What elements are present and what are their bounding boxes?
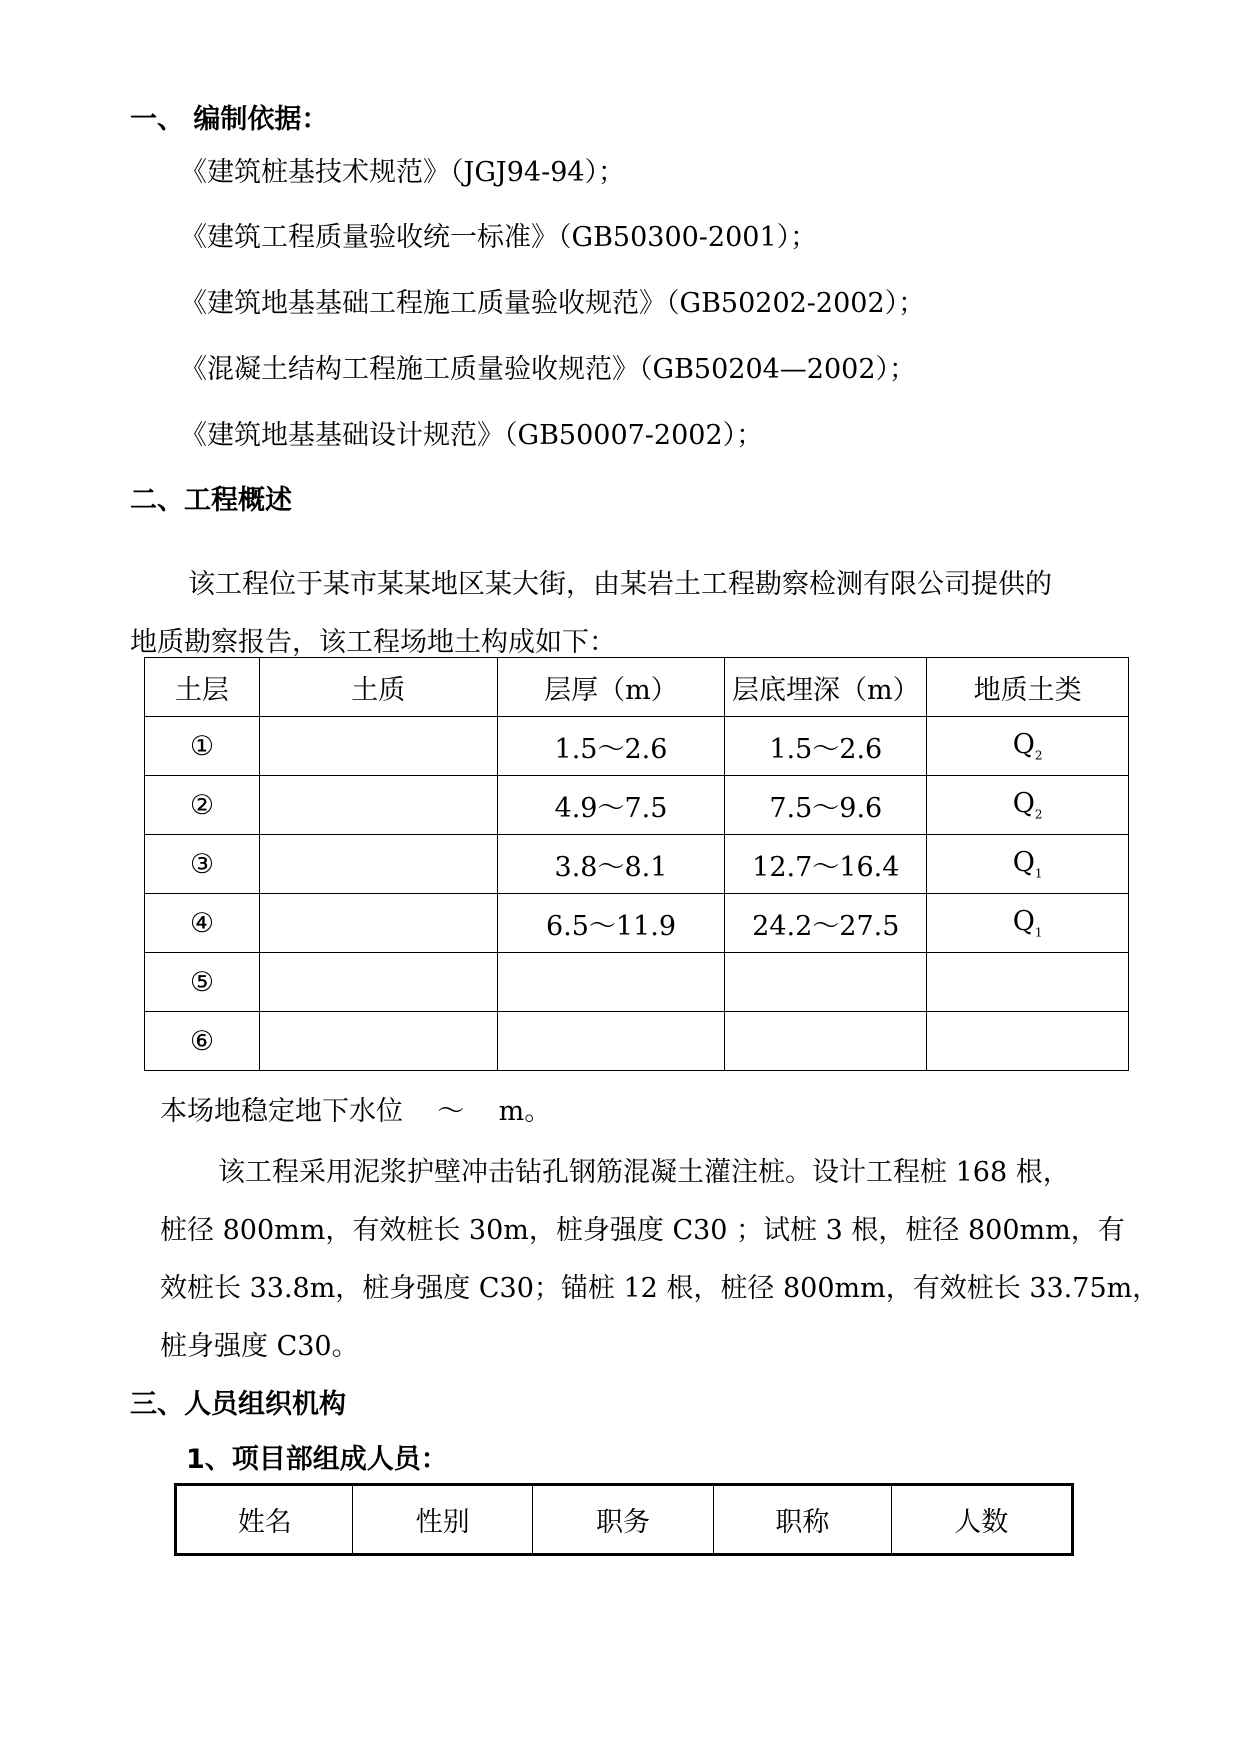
- table-row: [145, 776, 1129, 835]
- cell-depth: 7.5～9.6: [725, 776, 927, 835]
- cell-thickness: 4.9～7.5: [497, 776, 725, 835]
- cell-thickness: 3.8～8.1: [497, 835, 725, 894]
- header-cell-title: 职称: [714, 1485, 891, 1555]
- reference-item: 《建筑地基基础工程施工质量验收规范》（GB50202-2002）；: [180, 288, 926, 319]
- staff-table: [174, 1483, 1074, 1556]
- cell-thickness: 1.5～2.6: [497, 717, 725, 776]
- cell-thickness: 6.5～11.9: [497, 894, 725, 953]
- header-cell-layer: 土层: [145, 658, 260, 717]
- cell-soil: [259, 894, 497, 953]
- header-cell-position: 职务: [532, 1485, 713, 1555]
- header-cell-name: 姓名: [176, 1485, 353, 1555]
- pile-paragraph-line: 桩身强度 C30。: [160, 1331, 359, 1362]
- section-heading-overview: 二、工程概述: [130, 485, 292, 516]
- subsection-heading-project-members: 1、项目部组成人员：: [186, 1444, 448, 1475]
- header-cell-gender: 性别: [353, 1485, 532, 1555]
- soil-layer-table: [144, 657, 1129, 1071]
- table-row: [145, 953, 1129, 1012]
- table-header-row: [145, 658, 1129, 717]
- header-cell-geo-type: 地质土类: [927, 658, 1129, 717]
- overview-paragraph-line: 该工程位于某市某某地区某大街，由某岩土工程勘察检测有限公司提供的: [188, 569, 1052, 600]
- table-row: [145, 894, 1129, 953]
- cell-thickness: [497, 1012, 725, 1071]
- cell-layer: ⑤: [145, 953, 260, 1012]
- pile-paragraph-line: 桩径 800mm，有效桩长 30m，桩身强度 C30 ；试桩 3 根，桩径 800mm，有: [160, 1215, 1125, 1246]
- reference-item: 《建筑桩基技术规范》（JGJ94-94）；: [180, 157, 626, 188]
- cell-geo-type: [927, 1012, 1129, 1071]
- cell-geo-type: $Q_2$: [927, 776, 1129, 835]
- header-cell-count: 人数: [891, 1485, 1072, 1555]
- overview-paragraph-line: 地质勘察报告，该工程场地土构成如下：: [130, 627, 616, 658]
- section-heading-staff: 三、人员组织机构: [130, 1389, 346, 1420]
- cell-soil: [259, 835, 497, 894]
- reference-item: 《建筑地基基础设计规范》（GB50007-2002）；: [180, 420, 764, 451]
- cell-geo-type: $Q_1$: [927, 894, 1129, 953]
- pile-paragraph-line: 该工程采用泥浆护壁冲击钻孔钢筋混凝土灌注桩。设计工程桩 168 根，: [218, 1157, 1070, 1188]
- table-row: [145, 717, 1129, 776]
- header-cell-soil: 土质: [259, 658, 497, 717]
- table-header-row: [176, 1485, 1073, 1555]
- cell-depth: 24.2～27.5: [725, 894, 927, 953]
- cell-layer: ②: [145, 776, 260, 835]
- cell-depth: 1.5～2.6: [725, 717, 927, 776]
- pile-paragraph-line: 效桩长 33.8m，桩身强度 C30；锚桩 12 根，桩径 800mm，有效桩长 33.75m，: [160, 1273, 1160, 1304]
- section-heading-basis: 一、 编制依据：: [130, 104, 329, 135]
- header-cell-thickness: 层厚（m）: [497, 658, 725, 717]
- cell-layer: ④: [145, 894, 260, 953]
- cell-geo-type: [927, 953, 1129, 1012]
- cell-depth: [725, 1012, 927, 1071]
- cell-depth: 12.7～16.4: [725, 835, 927, 894]
- reference-item: 《建筑工程质量验收统一标准》（GB50300-2001）；: [180, 222, 818, 253]
- table-row: [145, 1012, 1129, 1071]
- table-row: [145, 835, 1129, 894]
- cell-soil: [259, 953, 497, 1012]
- cell-soil: [259, 776, 497, 835]
- header-cell-depth: 层底埋深（m）: [725, 658, 927, 717]
- cell-layer: ①: [145, 717, 260, 776]
- groundwater-level-text: 本场地稳定地下水位 ～ m。: [160, 1096, 552, 1127]
- cell-layer: ⑥: [145, 1012, 260, 1071]
- cell-soil: [259, 1012, 497, 1071]
- cell-geo-type: $Q_1$: [927, 835, 1129, 894]
- cell-layer: ③: [145, 835, 260, 894]
- cell-thickness: [497, 953, 725, 1012]
- cell-soil: [259, 717, 497, 776]
- cell-geo-type: $Q_2$: [927, 717, 1129, 776]
- reference-item: 《混凝土结构工程施工质量验收规范》（GB50204—2002）；: [180, 354, 917, 385]
- cell-depth: [725, 953, 927, 1012]
